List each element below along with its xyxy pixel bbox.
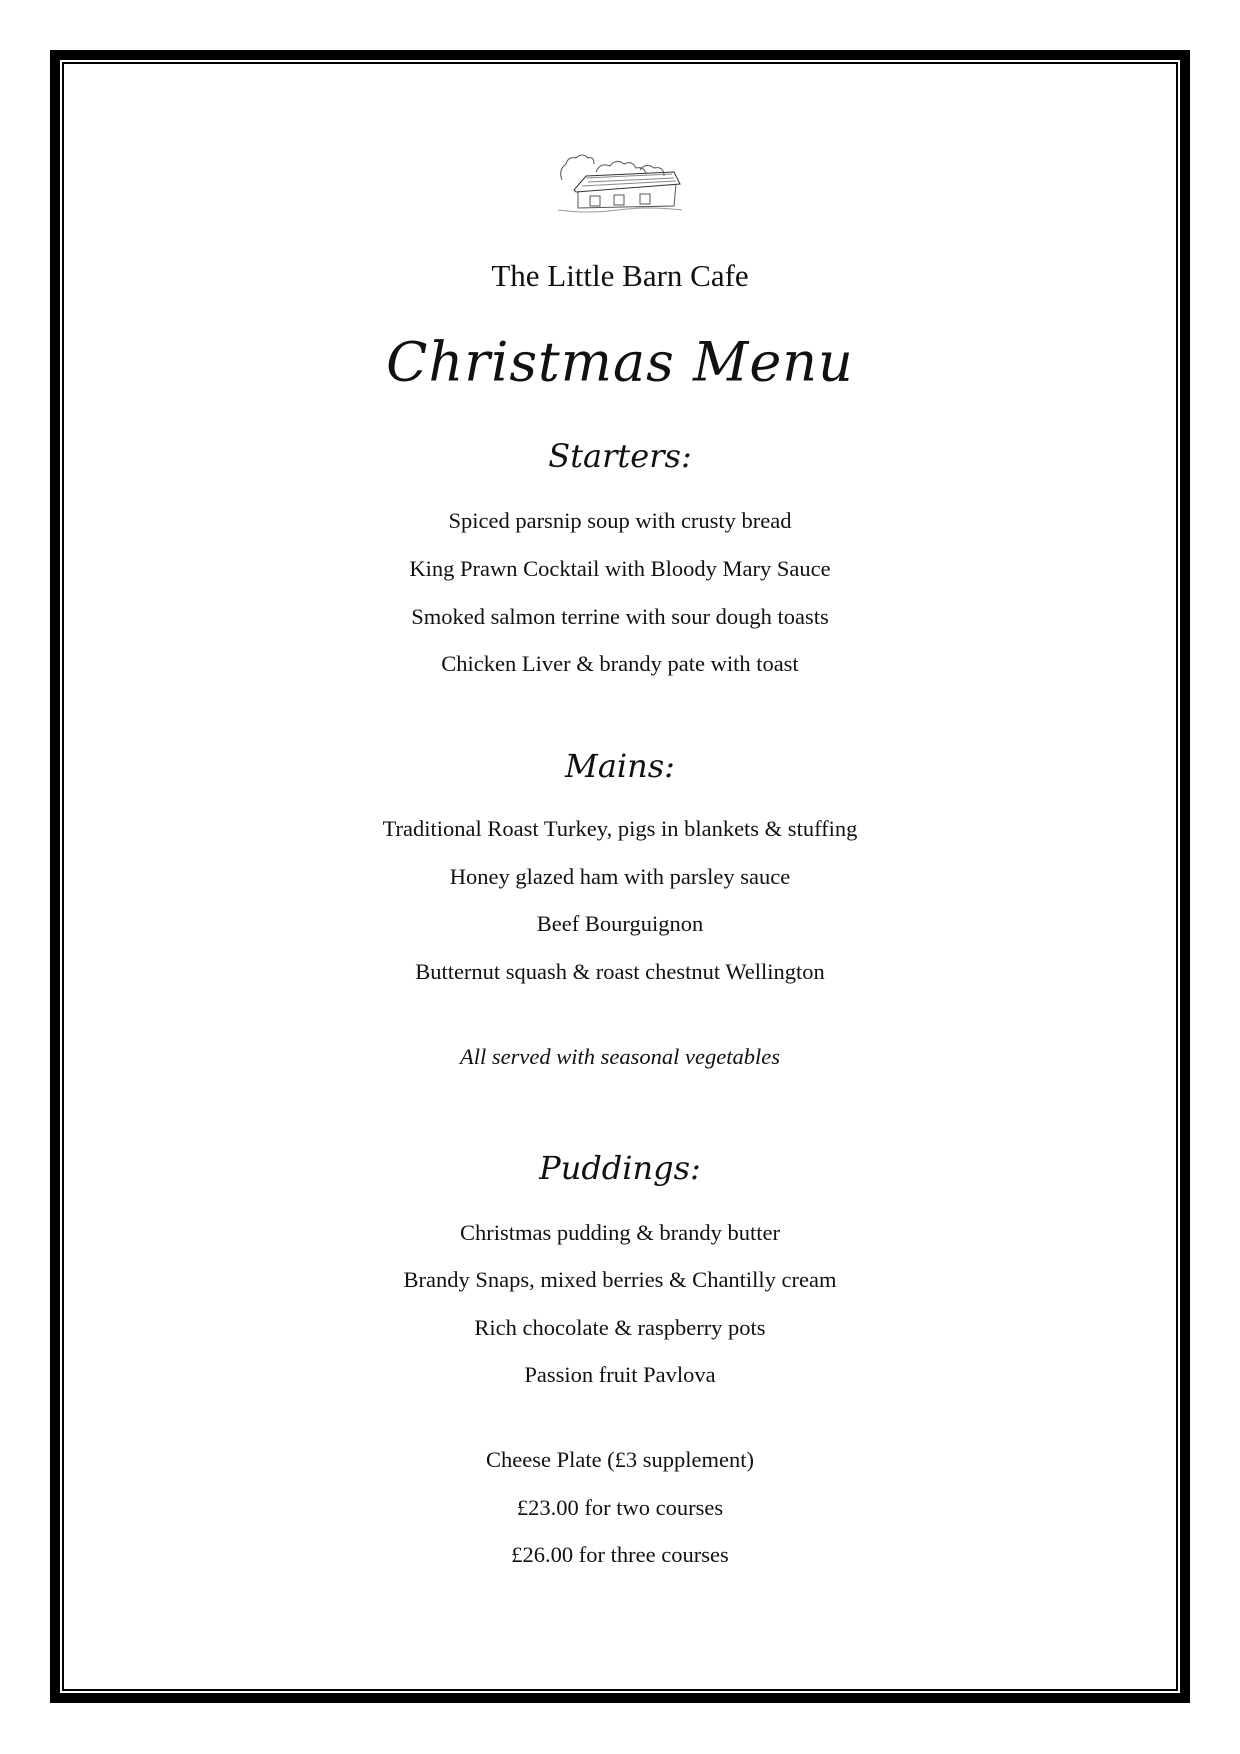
pudding-item: Rich chocolate & raspberry pots — [474, 1315, 766, 1340]
mains-heading: Mains: — [565, 747, 675, 785]
cheese-plate: Cheese Plate (£3 supplement) — [485, 1447, 755, 1472]
pudding-item: Brandy Snaps, mixed berries & Chantilly cream — [403, 1267, 837, 1292]
pudding-item: Passion fruit Pavlova — [524, 1362, 716, 1387]
menu-title: Christmas Menu — [386, 330, 854, 394]
puddings-heading: Puddings: — [539, 1149, 701, 1187]
price-three-courses: £26.00 for three courses — [511, 1542, 729, 1567]
main-item: Butternut squash & roast chestnut Wellington — [415, 959, 825, 984]
starter-item: Chicken Liver & brandy pate with toast — [441, 651, 799, 676]
main-item: Honey glazed ham with parsley sauce — [449, 864, 791, 889]
pudding-item: Christmas pudding & brandy butter — [460, 1220, 780, 1245]
main-item: Traditional Roast Turkey, pigs in blankets & stuffing — [382, 816, 858, 841]
price-two-courses: £23.00 for two courses — [516, 1495, 724, 1520]
cafe-name: The Little Barn Cafe — [491, 258, 749, 293]
starter-item: Spiced parsnip soup with crusty bread — [448, 508, 792, 533]
barn-logo-icon — [556, 150, 684, 218]
starter-item: King Prawn Cocktail with Bloody Mary Sauce — [409, 556, 831, 581]
main-item: Beef Bourguignon — [536, 911, 704, 936]
starter-item: Smoked salmon terrine with sour dough toasts — [411, 604, 829, 629]
mains-note: All served with seasonal vegetables — [460, 1044, 780, 1069]
starters-heading: Starters: — [548, 437, 692, 475]
